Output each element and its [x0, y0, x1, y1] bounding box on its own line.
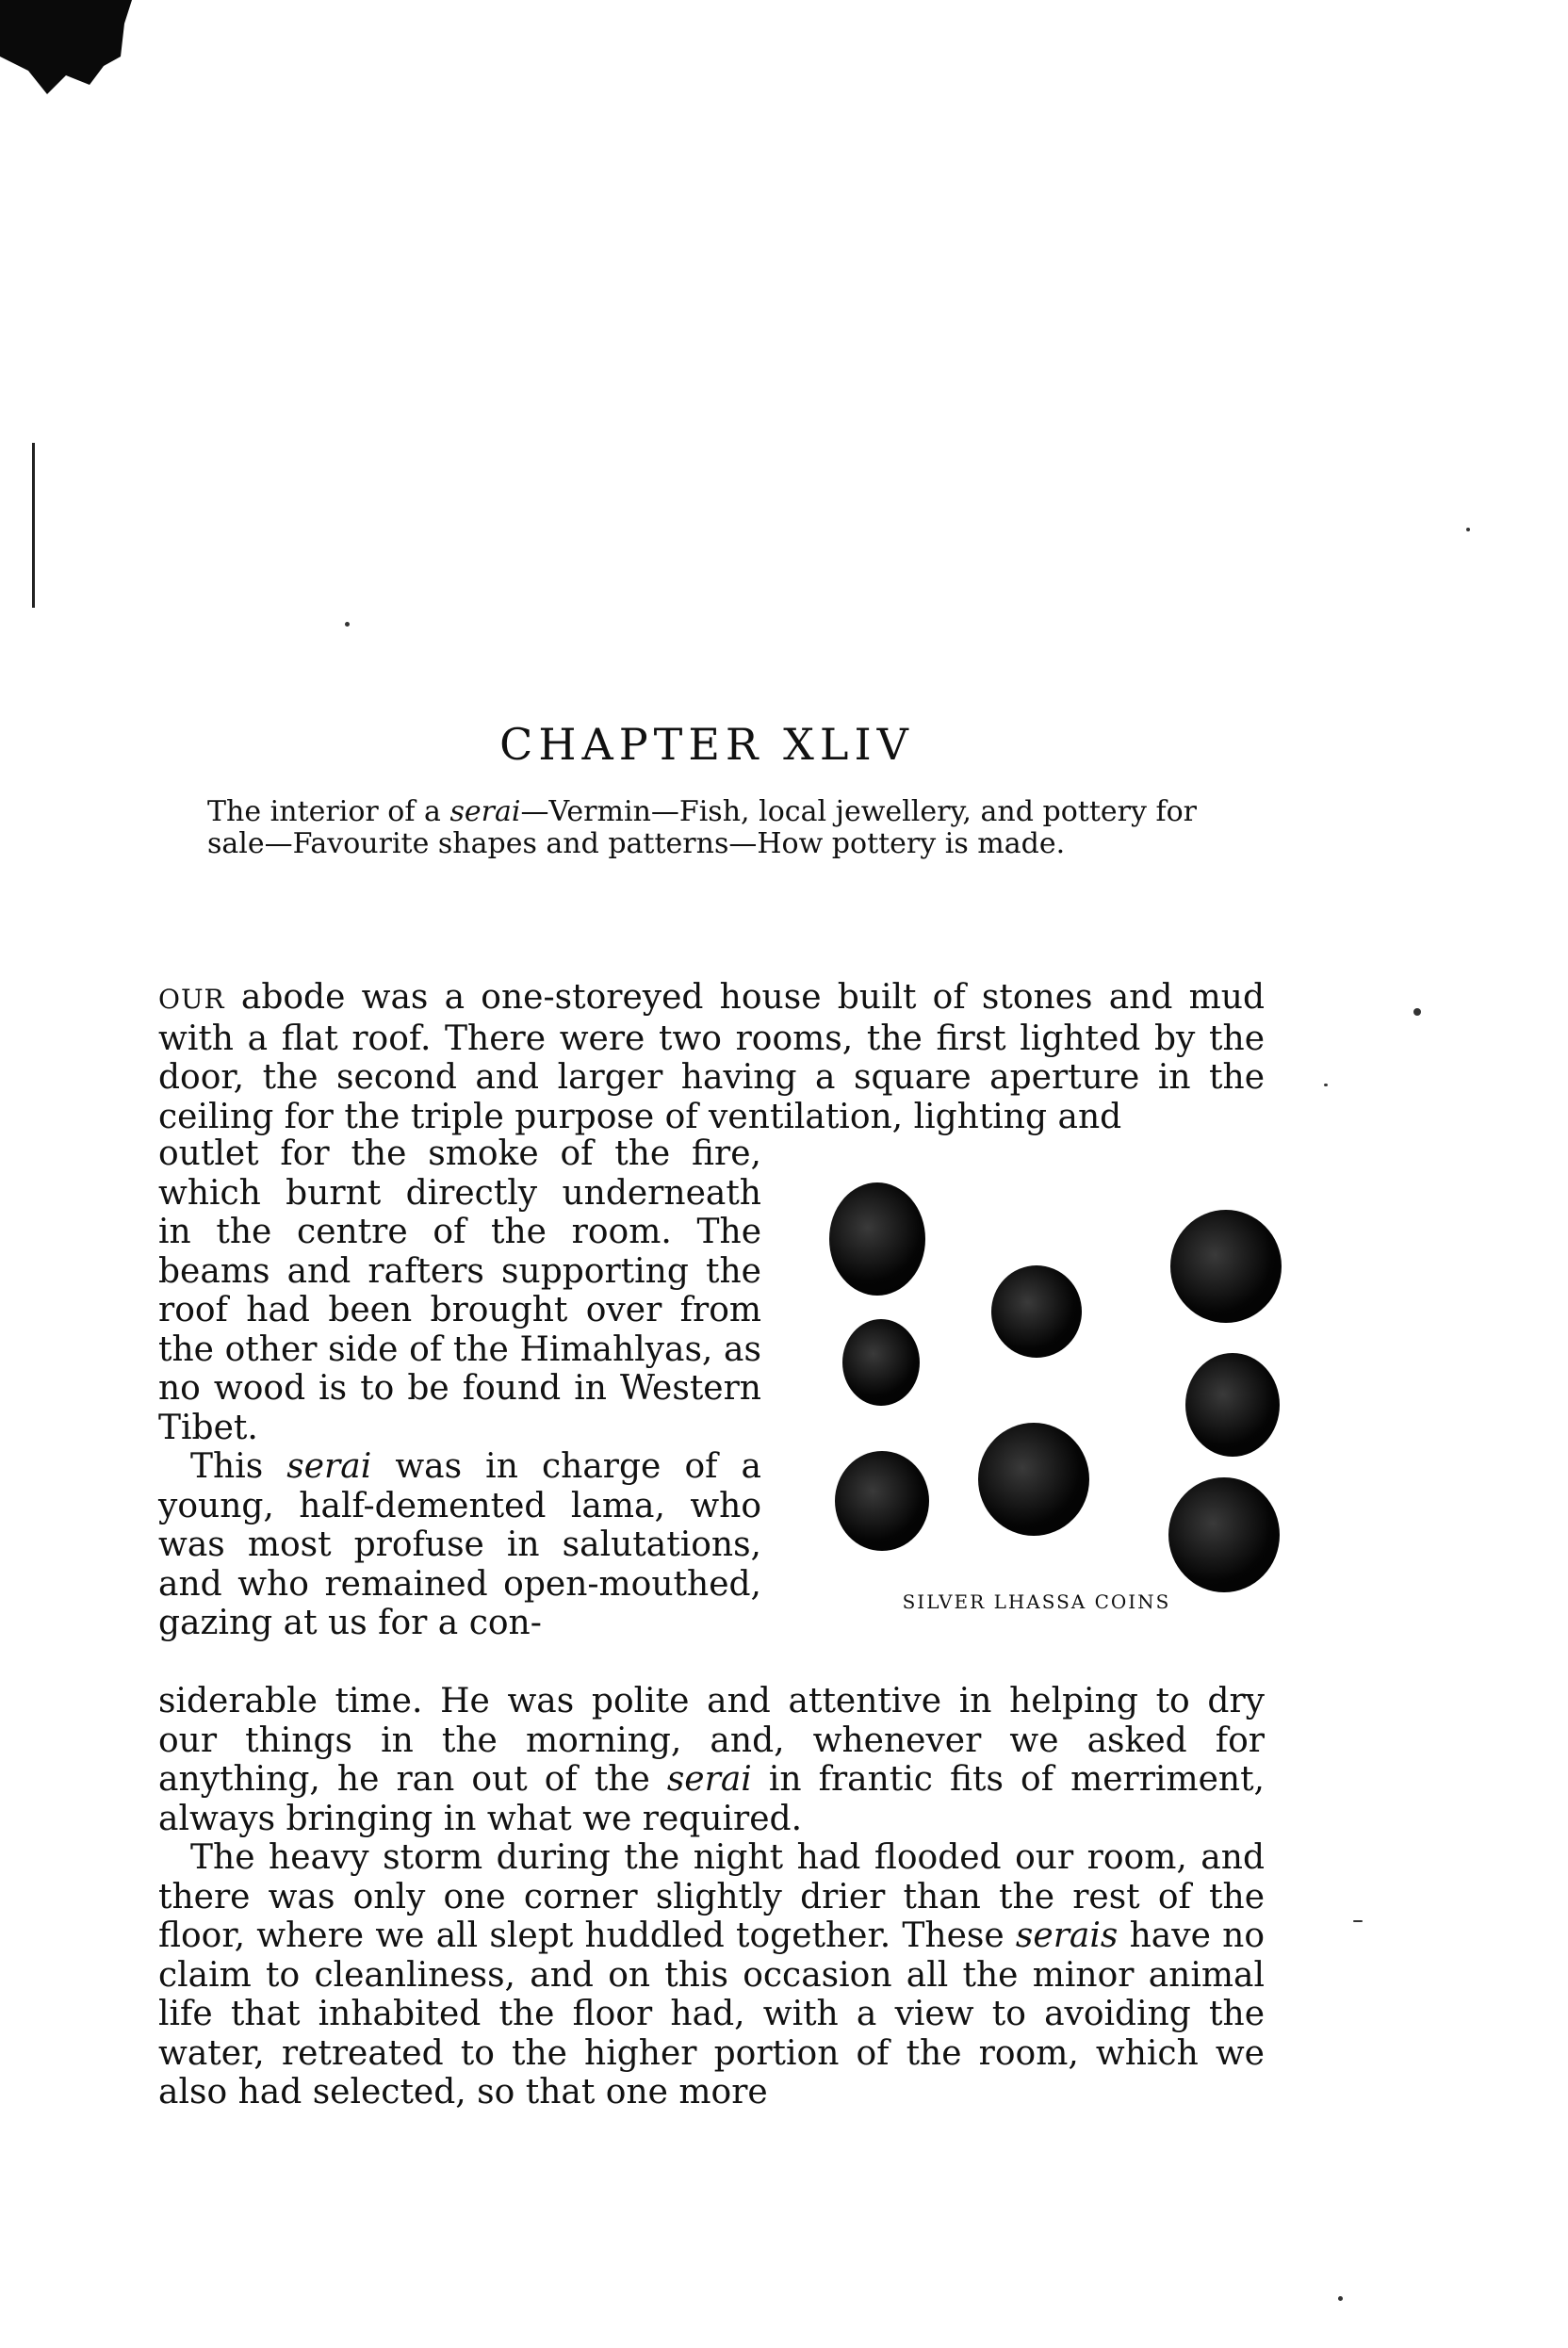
coin-image — [829, 1182, 925, 1296]
coin-image — [978, 1423, 1089, 1536]
italic-serais: serais — [1015, 1916, 1119, 1955]
paragraph-text: siderable time. He was polite and attentive in helping to dry our things in the morning, and, whenever we asked for anything, he ran out of the — [158, 1682, 1265, 1799]
scan-speck — [1353, 1920, 1363, 1922]
paragraph-text: in frantic fits of merriment, always bringing in what we required. — [158, 1760, 1265, 1838]
paragraph-2-narrow — [158, 1447, 761, 1643]
paragraph-text: The heavy storm during the night had flooded our room, and there was only one corner slightly drier than the rest of the floor, where we all slept huddled together. These — [158, 1838, 1265, 1955]
paragraph-text: abode was a one-storeyed house built of stones and mud with a flat roof. There were two rooms, the first lighted by the door, the second and larger having a square aperture in the ceiling for the triple purpose of ventilation, lighting and — [158, 978, 1265, 1136]
scan-corner-blot — [0, 0, 132, 104]
scan-speck — [1466, 528, 1470, 531]
coin-image — [1168, 1477, 1280, 1592]
scan-speck — [1338, 2296, 1343, 2301]
paragraph-1-full — [158, 978, 1265, 1136]
coin-image — [1185, 1353, 1280, 1457]
coin-image — [1170, 1210, 1282, 1323]
coin-image — [842, 1319, 920, 1406]
paragraph-2-full — [158, 1682, 1265, 1838]
italic-serai: serai — [286, 1447, 372, 1486]
drop-cap-word: OUR — [158, 984, 225, 1015]
scan-edge-line — [32, 443, 35, 608]
summary-text: —Vermin—Fish, local jewellery, and pottery for sale—Favourite shapes and patterns—How pottery is made. — [207, 795, 1198, 860]
summary-italic-serai: serai — [449, 795, 521, 828]
paragraph-text: was in charge of a young, half-demented lama, who was most profuse in salutations, and who remained open-mouthed, gazing at us for a con- — [158, 1447, 761, 1642]
paragraph-text: have no claim to cleanliness, and on this occasion all the minor animal life that inhabited the floor had, with a view to avoiding the water, retreated to the higher portion of the room, which we also had selected, so that one more — [158, 1916, 1265, 2112]
coins-figure — [810, 1168, 1282, 1602]
paragraph-3 — [158, 1838, 1265, 2112]
scan-speck — [1413, 1008, 1421, 1016]
scan-speck — [345, 622, 350, 627]
scan-speck — [1324, 1084, 1328, 1086]
coin-image — [991, 1265, 1082, 1358]
figure-caption: SILVER LHASSA COINS — [902, 1590, 1171, 1613]
chapter-summary — [207, 796, 1197, 860]
paragraph-text: This — [190, 1447, 287, 1486]
summary-text: The interior of a — [207, 795, 450, 828]
coin-image — [835, 1451, 929, 1551]
italic-serai: serai — [666, 1760, 752, 1799]
paragraph-1-narrow: outlet for the smoke of the fire, which burnt directly underneath in the centre of the room. The beams and rafters supporting the roof had been brought over from the other side of the Himahlyas, as no wood is to be found in Western Tibet. — [158, 1134, 761, 1447]
chapter-title: CHAPTER XLIV — [499, 718, 914, 770]
